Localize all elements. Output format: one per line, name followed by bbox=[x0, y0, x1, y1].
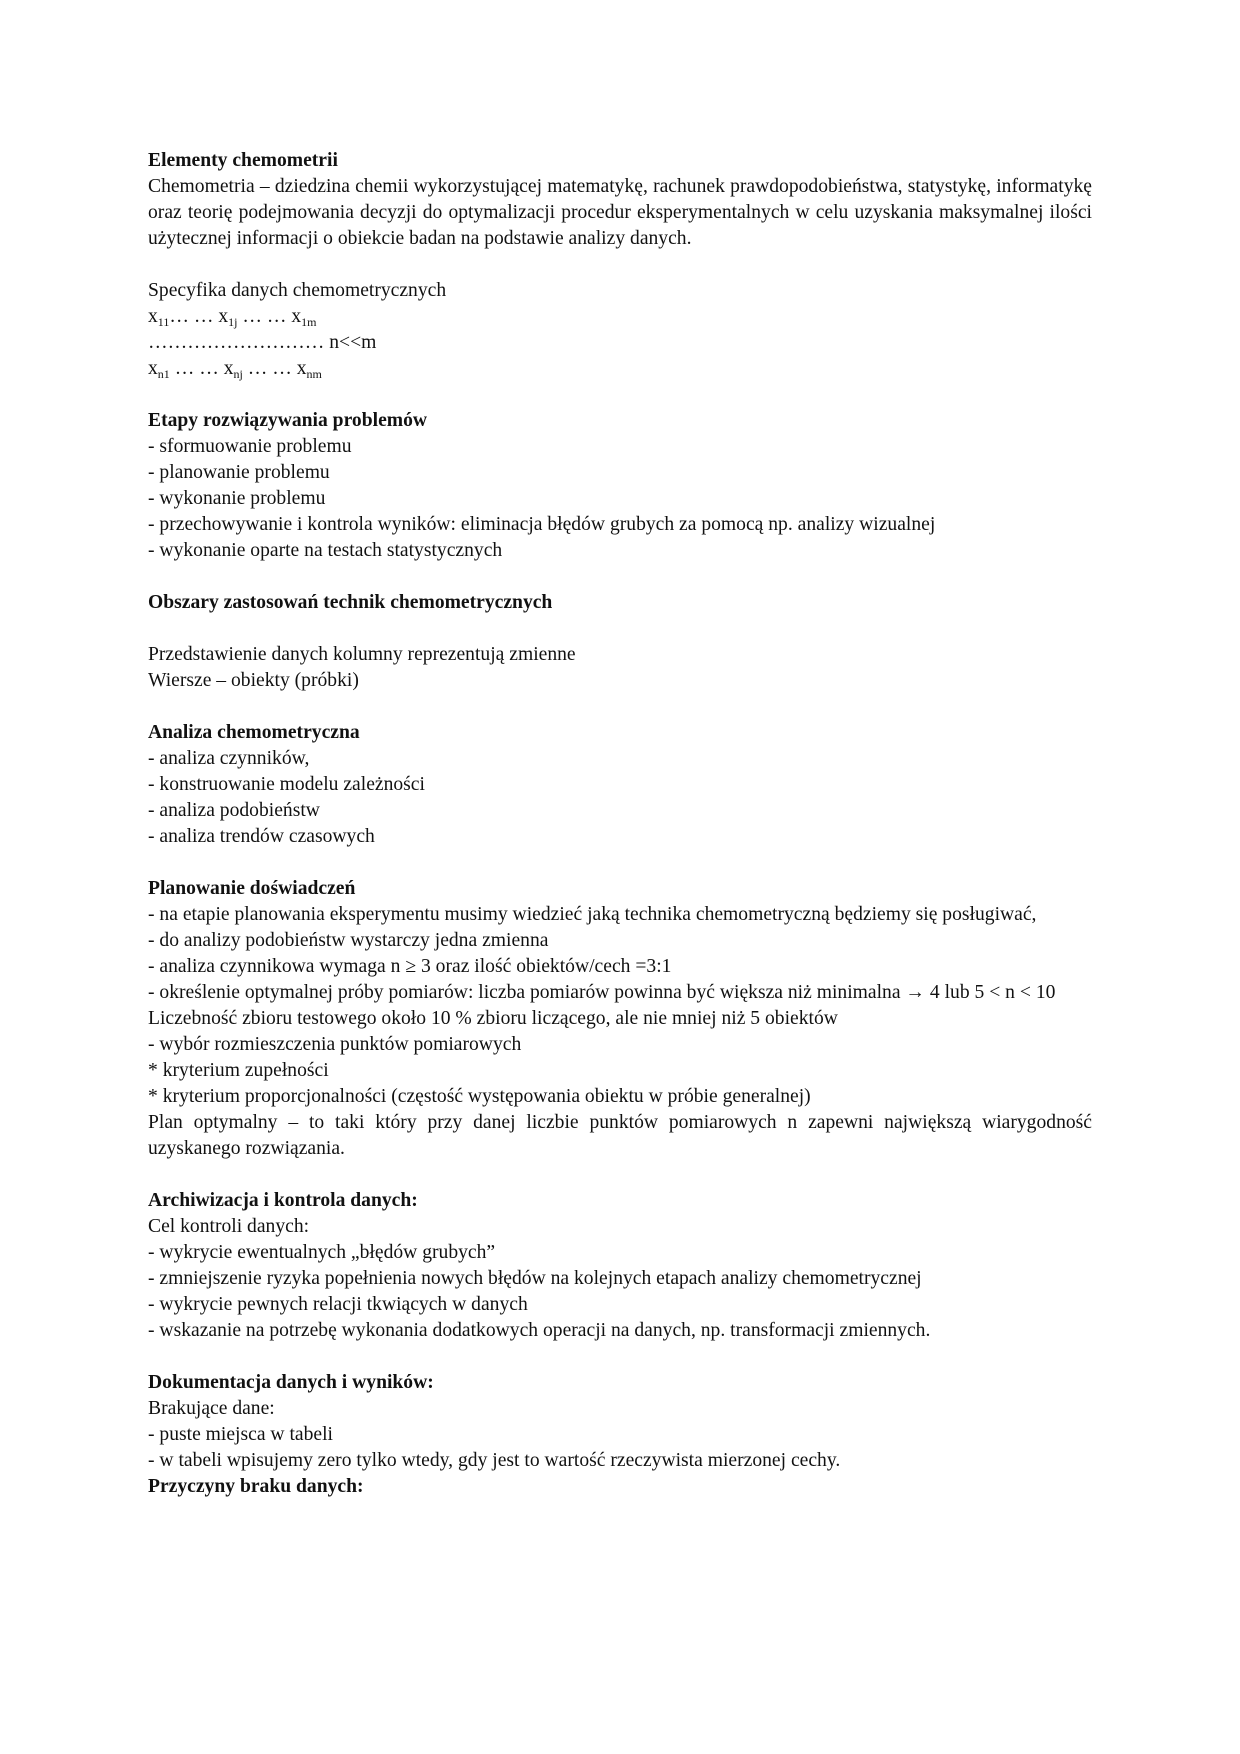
list-item: - przechowywanie i kontrola wyników: eliminacja błędów grubych za pomocą np. analizy wizualnej bbox=[148, 514, 936, 535]
matrix-row-last: $x_{n1}$ … … $x_{nj}$ … … $x_{nm}$ bbox=[148, 358, 322, 381]
analiza-heading: Analiza chemometryczna bbox=[148, 722, 360, 743]
list-item: - analiza czynników, bbox=[148, 748, 310, 769]
list-item: * kryterium proporcjonalności (częstość występowania obiektu w próbie generalnej) bbox=[148, 1086, 811, 1107]
archiwizacja-heading: Archiwizacja i kontrola danych: bbox=[148, 1190, 418, 1211]
list-item: - na etapie planowania eksperymentu musimy wiedzieć jaką technika chemometryczną będziemy się posługiwać, bbox=[148, 904, 1037, 925]
list-item: - wskazanie na potrzebę wykonania dodatkowych operacji na danych, np. transformacji zmiennych. bbox=[148, 1320, 931, 1341]
dokumentacja-subheading: Brakujące dane: bbox=[148, 1398, 275, 1419]
list-item: - określenie optymalnej próby pomiarów: liczba pomiarów powinna być większa niż minimalna → 4 lub 5 < n < 10 bbox=[148, 982, 1056, 1003]
list-item: - wykonanie problemu bbox=[148, 488, 326, 509]
list-item: - puste miejsca w tabeli bbox=[148, 1424, 333, 1445]
document-body bbox=[148, 148, 1092, 1500]
matrix-row-middle: ……………………… n<<m bbox=[148, 332, 377, 353]
matrix-row-first: $x_{11}\dots$ … $x_{1j}$ … … $x_{1m}$ bbox=[148, 306, 317, 329]
list-item: Liczebność zbioru testowego około 10 % zbioru liczącego, ale nie mniej niż 5 obiektów bbox=[148, 1008, 838, 1029]
dokumentacja-heading: Dokumentacja danych i wyników: bbox=[148, 1372, 434, 1393]
list-item: - sformuowanie problemu bbox=[148, 436, 352, 457]
list-item: - wybór rozmieszczenia punktów pomiarowych bbox=[148, 1034, 522, 1055]
list-item: - analiza trendów czasowych bbox=[148, 826, 375, 847]
obszary-heading: Obszary zastosowań technik chemometrycznych bbox=[148, 592, 553, 613]
list-item: - wykonanie oparte na testach statystycznych bbox=[148, 540, 503, 561]
list-item: - w tabeli wpisujemy zero tylko wtedy, gdy jest to wartość rzeczywista mierzonej cechy. bbox=[148, 1450, 841, 1471]
plan-optymalny-paragraph: Plan optymalny – to taki który przy danej liczbie punktów pomiarowych n zapewni największą wiarygodność uzyskanego rozwiązania. bbox=[148, 1112, 1092, 1159]
list-item: - wykrycie pewnych relacji tkwiących w danych bbox=[148, 1294, 528, 1315]
specyfika-heading: Specyfika danych chemometrycznych bbox=[148, 280, 447, 301]
list-item: - analiza czynnikowa wymaga n ≥ 3 oraz ilość obiektów/cech =3:1 bbox=[148, 956, 672, 977]
archiwizacja-subheading: Cel kontroli danych: bbox=[148, 1216, 310, 1237]
obszary-line-1: Przedstawienie danych kolumny reprezentują zmienne bbox=[148, 644, 576, 665]
list-item: - konstruowanie modelu zależności bbox=[148, 774, 425, 795]
etapy-heading: Etapy rozwiązywania problemów bbox=[148, 410, 428, 431]
obszary-line-2: Wiersze – obiekty (próbki) bbox=[148, 670, 359, 691]
list-item: - planowanie problemu bbox=[148, 462, 330, 483]
przyczyny-heading: Przyczyny braku danych: bbox=[148, 1476, 364, 1497]
list-item: * kryterium zupełności bbox=[148, 1060, 329, 1081]
definition-paragraph: Chemometria – dziedzina chemii wykorzystującej matematykę, rachunek prawdopodobieństwa, statystykę, informatykę oraz teorię podejmowania decyzji do optymalizacji procedur eksperymentalnych w celu uzyskania maksymalnej ilości użytecznej informacji o obiekcie badan na podstawie analizy danych. bbox=[148, 176, 1092, 249]
planowanie-heading: Planowanie doświadczeń bbox=[148, 878, 356, 899]
list-item: - do analizy podobieństw wystarczy jedna zmienna bbox=[148, 930, 549, 951]
list-item: - zmniejszenie ryzyka popełnienia nowych błędów na kolejnych etapach analizy chemometrycznej bbox=[148, 1268, 922, 1289]
document-title: Elementy chemometrii bbox=[148, 150, 338, 171]
list-item: - analiza podobieństw bbox=[148, 800, 320, 821]
list-item: - wykrycie ewentualnych „błędów grubych” bbox=[148, 1242, 496, 1263]
